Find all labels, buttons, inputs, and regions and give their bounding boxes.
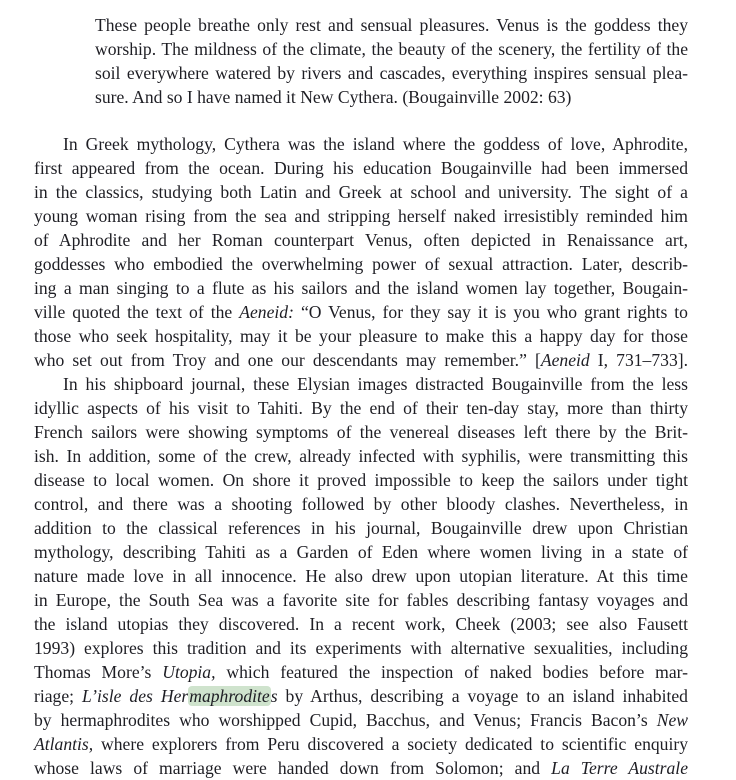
paragraph-line [34, 708, 688, 732]
paragraph-line: In his shipboard journal, these Elysian images distracted Bougainville from the less [63, 374, 688, 394]
book-title-aeneid: Aeneid [540, 350, 590, 370]
paragraph-line: those who seek hospitality, may it be your pleasure to make this a happy day for those [34, 326, 688, 346]
paragraph-line: in the classics, studying both Latin and Greek at school and university. The sight of a [34, 182, 688, 202]
paragraph-line: addition to the classical references in his journal, Bougainville drew upon Christian [34, 518, 688, 538]
paragraph-line: in Europe, the South Sea was a favorite site for fables describing fantasy voyages and [34, 590, 688, 610]
book-title-la-terre-australe: La Terre Australe [551, 758, 688, 778]
text-run: by Arthus, describing a voyage to an island inhabited [277, 686, 688, 706]
paragraph-line: 1993) explores this tradition and its experiments with alternative sexualities, including [34, 638, 688, 658]
paragraph-line [34, 756, 688, 780]
text-run: I, 731–733]. [589, 350, 688, 370]
paragraph-line: ing a man singing to a flute as his sailors and the island women lay together, Bougain- [34, 278, 688, 298]
paragraph-line [34, 684, 688, 708]
paragraph-line: young woman rising from the sea and stripping herself naked irresistibly reminded him [34, 206, 688, 226]
book-title-new-atlantis: Atlantis, [34, 734, 94, 754]
paragraph-line: ish. In addition, some of the crew, already infected with syphilis, were transmitting this [34, 446, 688, 466]
text-run: “O Venus, for they say it is you who grant rights to [293, 302, 688, 322]
text-run: L’isle des Her [82, 686, 189, 706]
paragraph-line: of Aphrodite and her Roman counterpart Venus, often depicted in Renaissance art, [34, 230, 688, 250]
text-run: whose laws of marriage were handed down from Solomon; and [34, 758, 552, 778]
text-run: who set out from Troy and one our descendants may remember.” [ [34, 350, 541, 370]
quote-line: worship. The mildness of the climate, the beauty of the scenery, the fertility of the [95, 39, 688, 59]
paragraph-line: goddesses who embodied the overwhelming power of sexual attraction. Later, describ- [34, 254, 688, 274]
quote-line: sure. And so I have named it New Cythera. (Bougainville 2002: 63) [95, 87, 572, 107]
text-run: riage; [34, 686, 83, 706]
paragraph-line: French sailors were showing symptoms of the venereal diseases left there by the Brit- [34, 422, 688, 442]
text-run: ville quoted the text of the [34, 302, 240, 322]
book-title-lisle-des-hermaphrodites [82, 686, 278, 706]
paragraph-line [34, 300, 688, 324]
paragraph-line: In Greek mythology, Cythera was the island where the goddess of love, Aphrodite, [63, 134, 688, 154]
paragraph-line: idyllic aspects of his visit to Tahiti. By the end of their ten-day stay, more than thirty [34, 398, 688, 418]
book-title-aeneid: Aeneid: [239, 302, 294, 322]
paragraph-line: disease to local women. On shore it proved impossible to keep the sailors under tight [34, 470, 688, 490]
text-run: where explorers from Peru discovered a society dedicated to scientific enquiry [93, 734, 688, 754]
paragraph-line: mythology, describing Tahiti as a Garden of Eden where women living in a state of [34, 542, 688, 562]
paragraph-line: the island utopias they discovered. In a recent work, Cheek (2003; see also Fausett [34, 614, 688, 634]
text-highlight[interactable]: maphrodite [189, 686, 270, 706]
paragraph-line [34, 732, 688, 756]
paragraph-line: control, and there was a shooting followed by other bloody clashes. Nevertheless, in [34, 494, 688, 514]
text-run: which featured the inspection of naked bodies before mar- [215, 662, 688, 682]
paragraph-line: nature made love in all innocence. He also drew upon utopian literature. At this time [34, 566, 688, 586]
text-run: by hermaphrodites who worshipped Cupid, Bacchus, and Venus; Francis Bacon’s [34, 710, 657, 730]
paragraph-line [34, 348, 688, 372]
paragraph-line [34, 660, 688, 684]
quote-line: soil everywhere watered by rivers and cascades, everything inspires sensual plea- [95, 63, 688, 83]
text-run: Thomas More’s [34, 662, 163, 682]
book-title-utopia: Utopia, [162, 662, 216, 682]
text-run: s [270, 686, 278, 706]
quote-line: These people breathe only rest and sensual pleasures. Venus is the goddess they [95, 15, 688, 35]
book-title-new-atlantis: New [656, 710, 688, 730]
paragraph-line: first appeared from the ocean. During his education Bougainville had been immersed [34, 158, 688, 178]
